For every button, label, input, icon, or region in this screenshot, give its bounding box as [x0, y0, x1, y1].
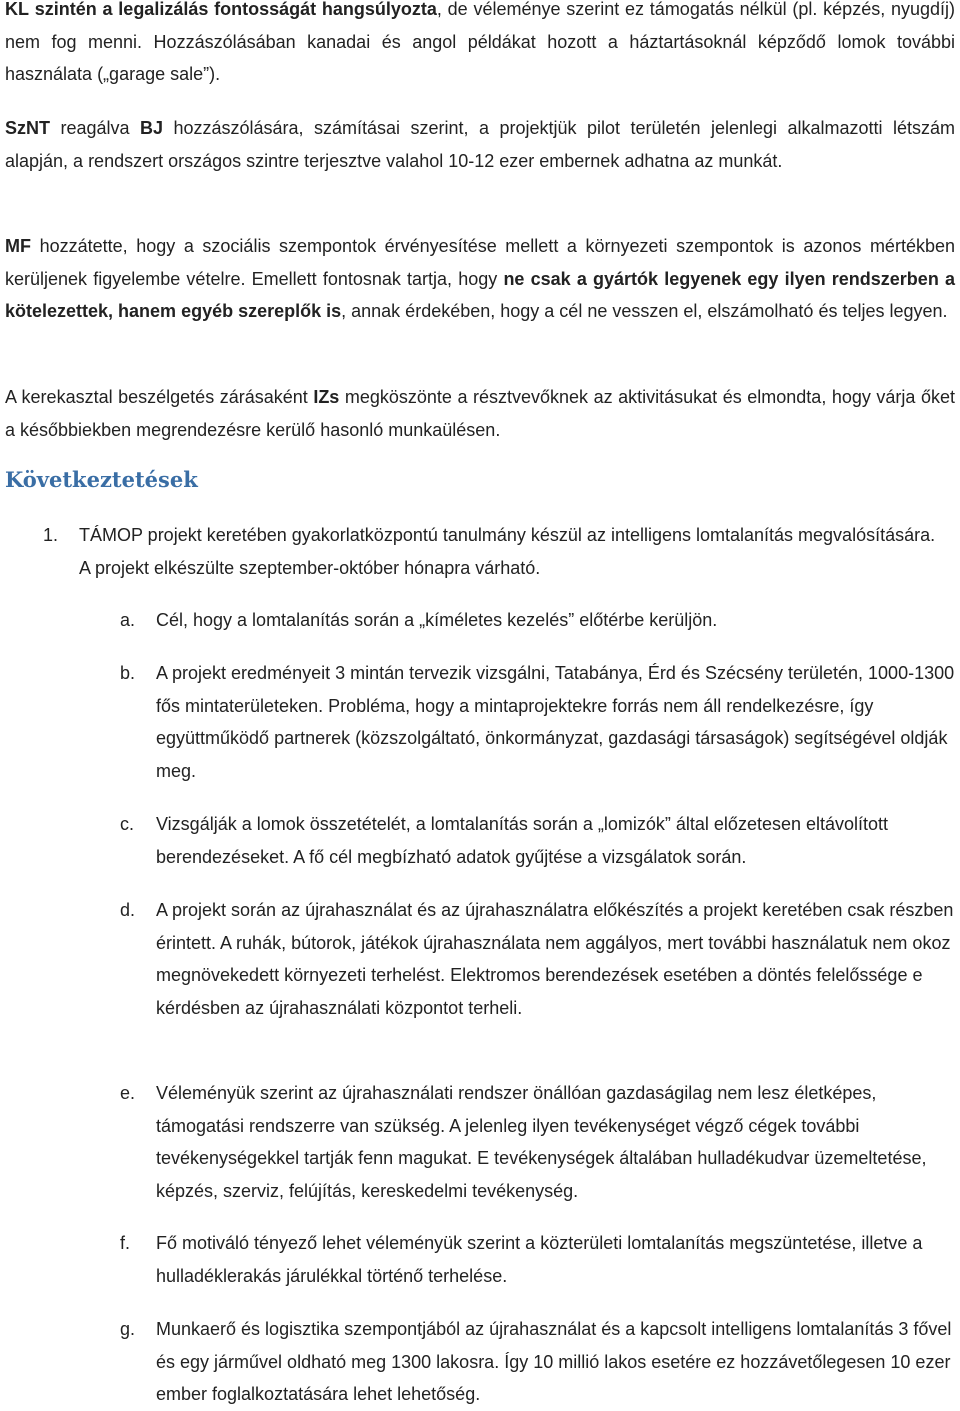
speaker-mf: MF — [5, 236, 31, 256]
list-item-text: TÁMOP projekt keretében gyakorlatközpontú tanulmány készül az intelligens lomtalanítás megvalósítására. A projekt elkészülte szeptember-október hónapra várható. — [79, 525, 936, 578]
list-marker: f. — [120, 1233, 131, 1253]
paragraph-izs-text-2: megköszönte a résztvevőknek az aktivitásukat és elmondta, hogy várja őket a későbbiekben megrendezésre kerülő hasonló munkaülésen. — [5, 387, 955, 440]
list-item-text: Cél, hogy a lomtalanítás során a „kíméletes kezelés” előtérbe kerüljön. — [156, 610, 718, 630]
list-marker: b. — [120, 663, 136, 683]
paragraph-kl-text: , de véleménye szerint ez támogatás nélkül (pl. képzés, nyugdíj) nem fog menni. Hozzászólásában kanadai és angol példákat hozott a háztartásoknál képződő lomok további használata („garage sale”). — [5, 0, 955, 84]
list-item-text: Munkaerő és logisztika szempontjából az újrahasználat és a kapcsolt intelligens lomtalanítás 3 fővel és egy járművel oldható meg 1300 lakosra. Így 10 millió lakos esetére ez hozzávetőlegesen 10 ezer ember foglalkoztatására lehet lehetőség. — [156, 1319, 952, 1404]
list-item-text: Fő motiváló tényező lehet véleményük szerint a közterületi lomtalanítás megszüntetése, illetve a hulladéklerakás járulékkal történő terhelése. — [156, 1233, 923, 1286]
list-item-text: A projekt eredményeit 3 mintán tervezik vizsgálni, Tatabánya, Érd és Szécsény területén, 1000-1300 fős mintaterületeken. Probléma, hogy a mintaprojektekre forrás nem áll rendelkezésre, így együttműködő partnerek (közszolgáltató, önkormányzat, gazdasági társaságok) segítségével oldják meg. — [156, 663, 955, 781]
paragraph-mf — [5, 230, 955, 328]
list-item-text: Vizsgálják a lomok összetételét, a lomtalanítás során a „lomizók” által előzetesen eltávolított berendezéseket. A fő cél megbízható adatok gyűjtése a vizsgálatok során. — [156, 814, 889, 867]
paragraph-kl — [5, 0, 955, 91]
list-marker: 1. — [43, 525, 59, 545]
list-marker: a. — [120, 610, 136, 630]
list-marker: g. — [120, 1319, 136, 1339]
paragraph-izs — [5, 381, 955, 446]
paragraph-mf-text-2: , annak érdekében, hogy a cél ne vesszen el, elszámolható és teljes legyen. — [341, 301, 948, 321]
paragraph-sznt-text-2: hozzászólására, számításai szerint, a projektjük pilot területén jelenlegi alkalmazotti létszám alapján, a rendszert országos szintre terjesztve valahol 10-12 ezer embernek adhatna az munkát. — [5, 118, 955, 171]
speaker-kl: KL — [5, 0, 29, 19]
list-item-text: A projekt során az újrahasználat és az újrahasználatra előkészítés a projekt keretében csak részben érintett. A ruhák, bútorok, játékok újrahasználata nem aggályos, mert további használatuk nem okoz megnövekedett környezeti terhelést. Elektromos berendezések esetében a döntés felelőssége e kérdésben az újrahasználati központot terheli. — [156, 900, 954, 1018]
speaker-sznt: SzNT — [5, 118, 50, 138]
list-marker: e. — [120, 1083, 136, 1103]
bold-phrase-kl: szintén a legalizálás fontosságát hangsúlyozta — [34, 0, 437, 19]
speaker-bj: BJ — [139, 118, 163, 138]
paragraph-sznt-text-1: reagálva — [50, 118, 140, 138]
list-marker: d. — [120, 900, 136, 920]
bold-phrase-mf: ne csak a gyártók legyenek egy ilyen rendszerben a kötelezettek, hanem egyéb szereplők is — [5, 268, 955, 321]
list-marker: c. — [120, 814, 135, 834]
paragraph-mf-text-1: hozzátette, hogy a szociális szempontok érvényesítése mellett a környezeti szempontok is azonos mértékben kerüljenek figyelembe vételre. Emellett fontosnak tartja, hogy — [5, 236, 955, 289]
paragraph-sznt — [5, 112, 955, 177]
speaker-izs: IZs — [313, 387, 340, 407]
paragraph-izs-text-1: A kerekasztal beszélgetés zárásaként — [5, 387, 314, 407]
section-heading: Következtetések — [5, 467, 198, 492]
list-item-text: Véleményük szerint az újrahasználati rendszer önállóan gazdaságilag nem lesz életképes, támogatási rendszerre van szükség. A jelenleg ilyen tevékenységet végző cégek további tevékenységekkel tartják fenn magukat. E tevékenységek általában hulladékudvar üzemeltetése, képzés, szerviz, felújítás, kereskedelmi tevékenység. — [156, 1083, 927, 1201]
